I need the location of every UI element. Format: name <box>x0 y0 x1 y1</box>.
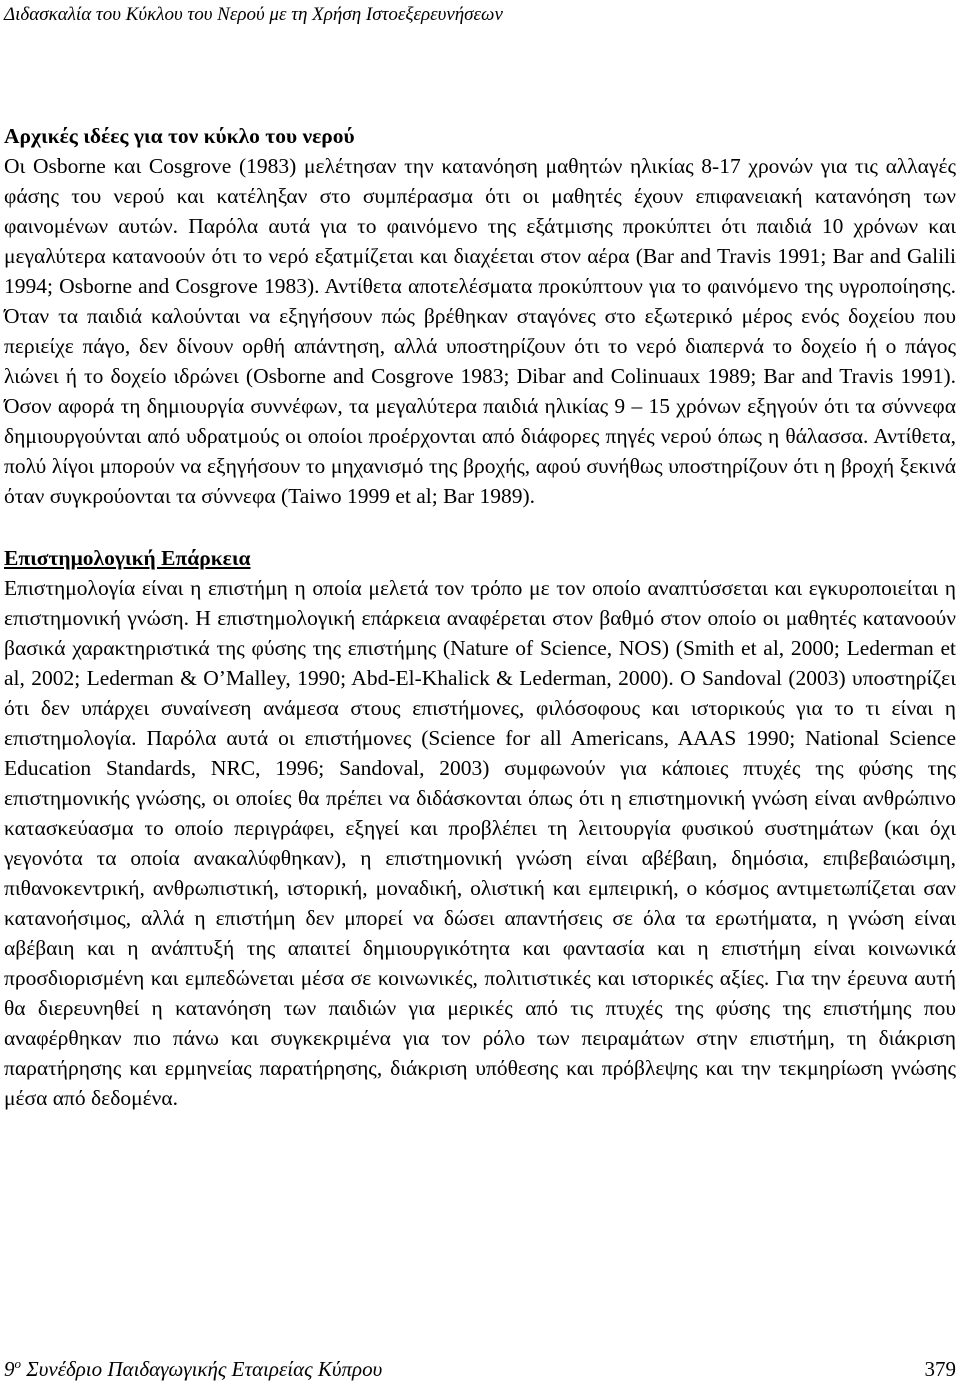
section-heading-initial-ideas: Αρχικές ιδέες για τον κύκλο του νερού <box>4 124 355 148</box>
document-body <box>4 121 956 1113</box>
running-header: Διδασκαλία του Κύκλου του Νερού με τη Χρήση Ιστοεξερευνήσεων <box>4 4 503 25</box>
section-initial-ideas <box>4 121 956 511</box>
page-number: 379 <box>924 1357 956 1381</box>
conference-ordinal-suffix: ο <box>14 1356 21 1371</box>
conference-ordinal: 9 <box>4 1357 15 1381</box>
paragraph-initial-ideas: Οι Osborne και Cosgrove (1983) μελέτησαν την κατανόηση μαθητών ηλικίας 8-17 χρονών για τις αλλαγές φάσης του νερού και κατέληξαν στο συμπέρασμα ότι οι μαθητές έχουν επιφανειακή κατανόηση των φαινομένων αυτών. Παρόλα αυτά για το φαινόμενο της εξάτμισης προκύπτει ότι παιδιά 10 χρόνων και μεγαλύτερα κατανοούν ότι το νερό εξατμίζεται και διαχέεται στον αέρα (Bar and Travis 1991; Bar and Galili 1994; Osborne and Cosgrove 1983). Αντίθετα αποτελέσματα προκύπτουν για το φαινόμενο της υγροποίησης. Όταν τα παιδιά καλούνται να εξηγήσουν πώς βρέθηκαν σταγόνες στο εξωτερικό μέρος ενός δοχείου που περιείχε πάγο, δεν δίνουν ορθή απάντηση, αλλά υποστηρίζουν ότι το νερό διαπερνά το δοχείο ή ο πάγος λιώνει ή το δοχείο ιδρώνει (Osborne and Cosgrove 1983; Dibar and Colinuaux 1989; Bar and Travis 1991). Όσον αφορά τη δημιουργία συννέφων, τα μεγαλύτερα παιδιά ηλικίας 9 – 15 χρόνων εξηγούν ότι τα σύννεφα δημιουργούνται από υδρατμούς οι οποίοι προέρχονται από διάφορες πηγές νερού όπως η θάλασσα. Αντίθετα, πολύ λίγοι μπορούν να εξηγήσουν το μηχανισμό της βροχής, αφού συνήθως υποστηρίζουν ότι η βροχή ξεκινά όταν συγκρούονται τα σύννεφα (Taiwo 1999 et al; Bar 1989). <box>4 154 956 508</box>
page-footer <box>4 1350 956 1383</box>
paragraph-epistemological-competence: Επιστημολογία είναι η επιστήμη η οποία μελετά τον τρόπο με τον οποίο αναπτύσσεται και εγκυροποιείται η επιστημονική γνώση. Η επιστημολογική επάρκεια αναφέρεται στον βαθμό στον οποίο οι μαθητές κατανοούν βασικά χαρακτηριστικά της φύσης της επιστήμης (Nature of Science, NOS) (Smith et al, 2000; Lederman et al, 2002; Lederman & O’Malley, 1990; Abd-El-Khalick & Lederman, 2000). O Sandoval (2003) υποστηρίζει ότι δεν υπάρχει συναίνεση ανάμεσα στους επιστήμονες, φιλόσοφους και ιστορικούς για το τι είναι η επιστημολογία. Παρόλα αυτά οι επιστήμονες (Science for all Americans, AAAS 1990; National Science Education Standards, NRC, 1996; Sandoval, 2003) συμφωνούν για κάποιες πτυχές της φύσης της επιστημονικής γνώσης, οι οποίες θα πρέπει να διδάσκονται όπως ότι η επιστημονική γνώση είναι ανθρώπινο κατασκεύασμα το οποίο περιγράφει, εξηγεί και προβλέπει τη λειτουργία φυσικού συστημάτων (και όχι γεγονότα τα οποία ανακαλύφθηκαν), η επιστημονική γνώση είναι αβέβαιη, δημόσια, επιβεβαιώσιμη, πιθανοκεντρική, ανθρωπιστική, ιστορική, μοναδική, ολιστική και εμπειρική, ο κόσμος αντιμετωπίζεται σαν κατανοήσιμος, αλλά η επιστήμη δεν μπορεί να δώσει απαντήσεις σε όλα τα ερωτήματα, η γνώση είναι αβέβαιη και η ανάπτυξή της απαιτεί δημιουργικότητα και φαντασία και η επιστήμη είναι κοινωνικά προσδιορισμένη και εμπεδώνεται μέσα σε κοινωνικές, πολιτιστικές και ιστορικές αξίες. Για την έρευνα αυτή θα διερευνηθεί η κατανόηση των παιδιών για μερικές από τις πτυχές της φύσης της επιστήμης που αναφέρθηκαν πιο πάνω και συγκεκριμένα για τον ρόλο των πειραμάτων στην επιστήμη, τη διάκριση παρατήρησης και ερμηνείας παρατήρησης, διάκριση υπόθεσης και πρόβλεψης και την τεκμηρίωση γνώσης μέσα από δεδομένα. <box>4 576 956 1110</box>
conference-title: Συνέδριο Παιδαγωγικής Εταιρείας Κύπρου <box>21 1357 383 1381</box>
section-epistemological-competence <box>4 543 956 1113</box>
section-heading-epistemological-competence: Επιστημολογική Επάρκεια <box>4 546 251 570</box>
conference-name <box>4 1350 382 1383</box>
